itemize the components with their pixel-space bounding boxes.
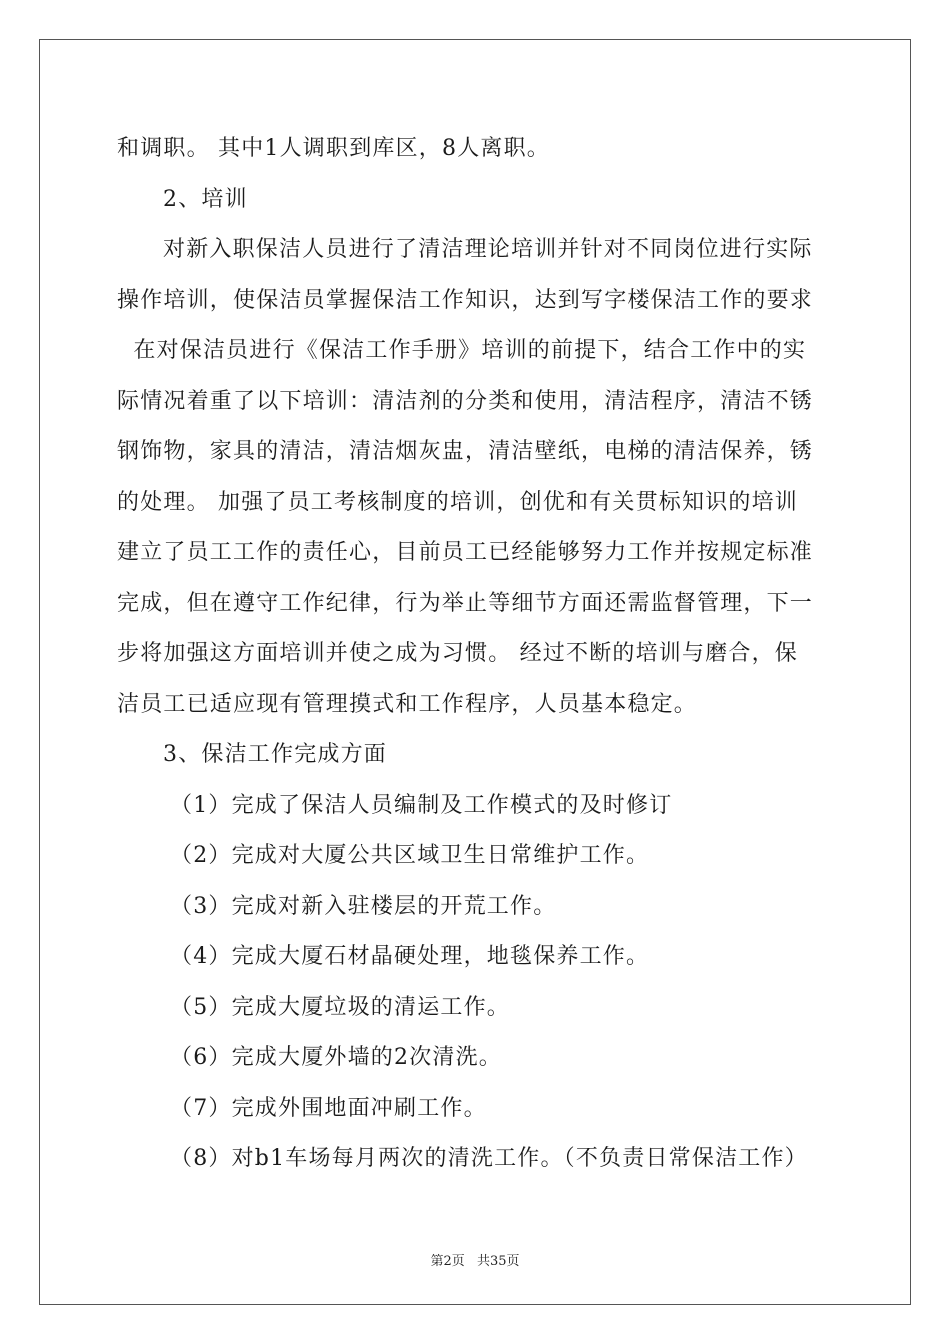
paragraph-line: 和调职。 其中1人调职到库区，8人离职。 — [117, 136, 550, 161]
list-item: （3）完成对新入驻楼层的开荒工作。 — [170, 894, 557, 919]
paragraph-line: 的处理。 加强了员工考核制度的培训，创优和有关贯标知识的培训 — [117, 490, 798, 515]
list-item: （8）对b1车场每月两次的清洗工作。（不负责日常保洁工作） — [170, 1146, 808, 1171]
paragraph-line: 际情况着重了以下培训：清洁剂的分类和使用，清洁程序，清洁不锈 — [117, 389, 814, 414]
paragraph-line: 操作培训，使保洁员掌握保洁工作知识，达到写字楼保洁工作的要求 — [117, 288, 814, 313]
list-item: （4）完成大厦石材晶硬处理，地毯保养工作。 — [170, 944, 650, 969]
paragraph-line: 洁员工已适应现有管理摸式和工作程序，人员基本稳定。 — [117, 692, 698, 717]
page-number: 第2页 — [430, 1254, 465, 1269]
page-footer — [0, 1250, 950, 1269]
paragraph-line: 在对保洁员进行《保洁工作手册》培训的前提下，结合工作中的实 — [117, 338, 807, 363]
list-item: （2）完成对大厦公共区域卫生日常维护工作。 — [170, 843, 650, 868]
paragraph-line: 建立了员工工作的责任心，目前员工已经能够努力工作并按规定标准 — [117, 540, 814, 565]
list-item: （5）完成大厦垃圾的清运工作。 — [170, 995, 510, 1020]
section-heading-training: 2、培训 — [163, 187, 248, 212]
list-item: （7）完成外围地面冲刷工作。 — [170, 1096, 487, 1121]
page-total: 共35页 — [476, 1254, 520, 1269]
section-heading-cleaning: 3、保洁工作完成方面 — [163, 742, 387, 767]
paragraph-line: 步将加强这方面培训并使之成为习惯。 经过不断的培训与磨合，保 — [117, 641, 798, 666]
list-item: （1）完成了保洁人员编制及工作模式的及时修订 — [170, 793, 673, 818]
paragraph-line: 对新入职保洁人员进行了清洁理论培训并针对不同岗位进行实际 — [163, 237, 813, 262]
list-item: （6）完成大厦外墙的2次清洗。 — [170, 1045, 502, 1070]
paragraph-line: 钢饰物，家具的清洁，清洁烟灰盅，清洁壁纸，电梯的清洁保养，锈 — [117, 439, 814, 464]
paragraph-line: 完成，但在遵守工作纪律，行为举止等细节方面还需监督管理，下一 — [117, 591, 814, 616]
